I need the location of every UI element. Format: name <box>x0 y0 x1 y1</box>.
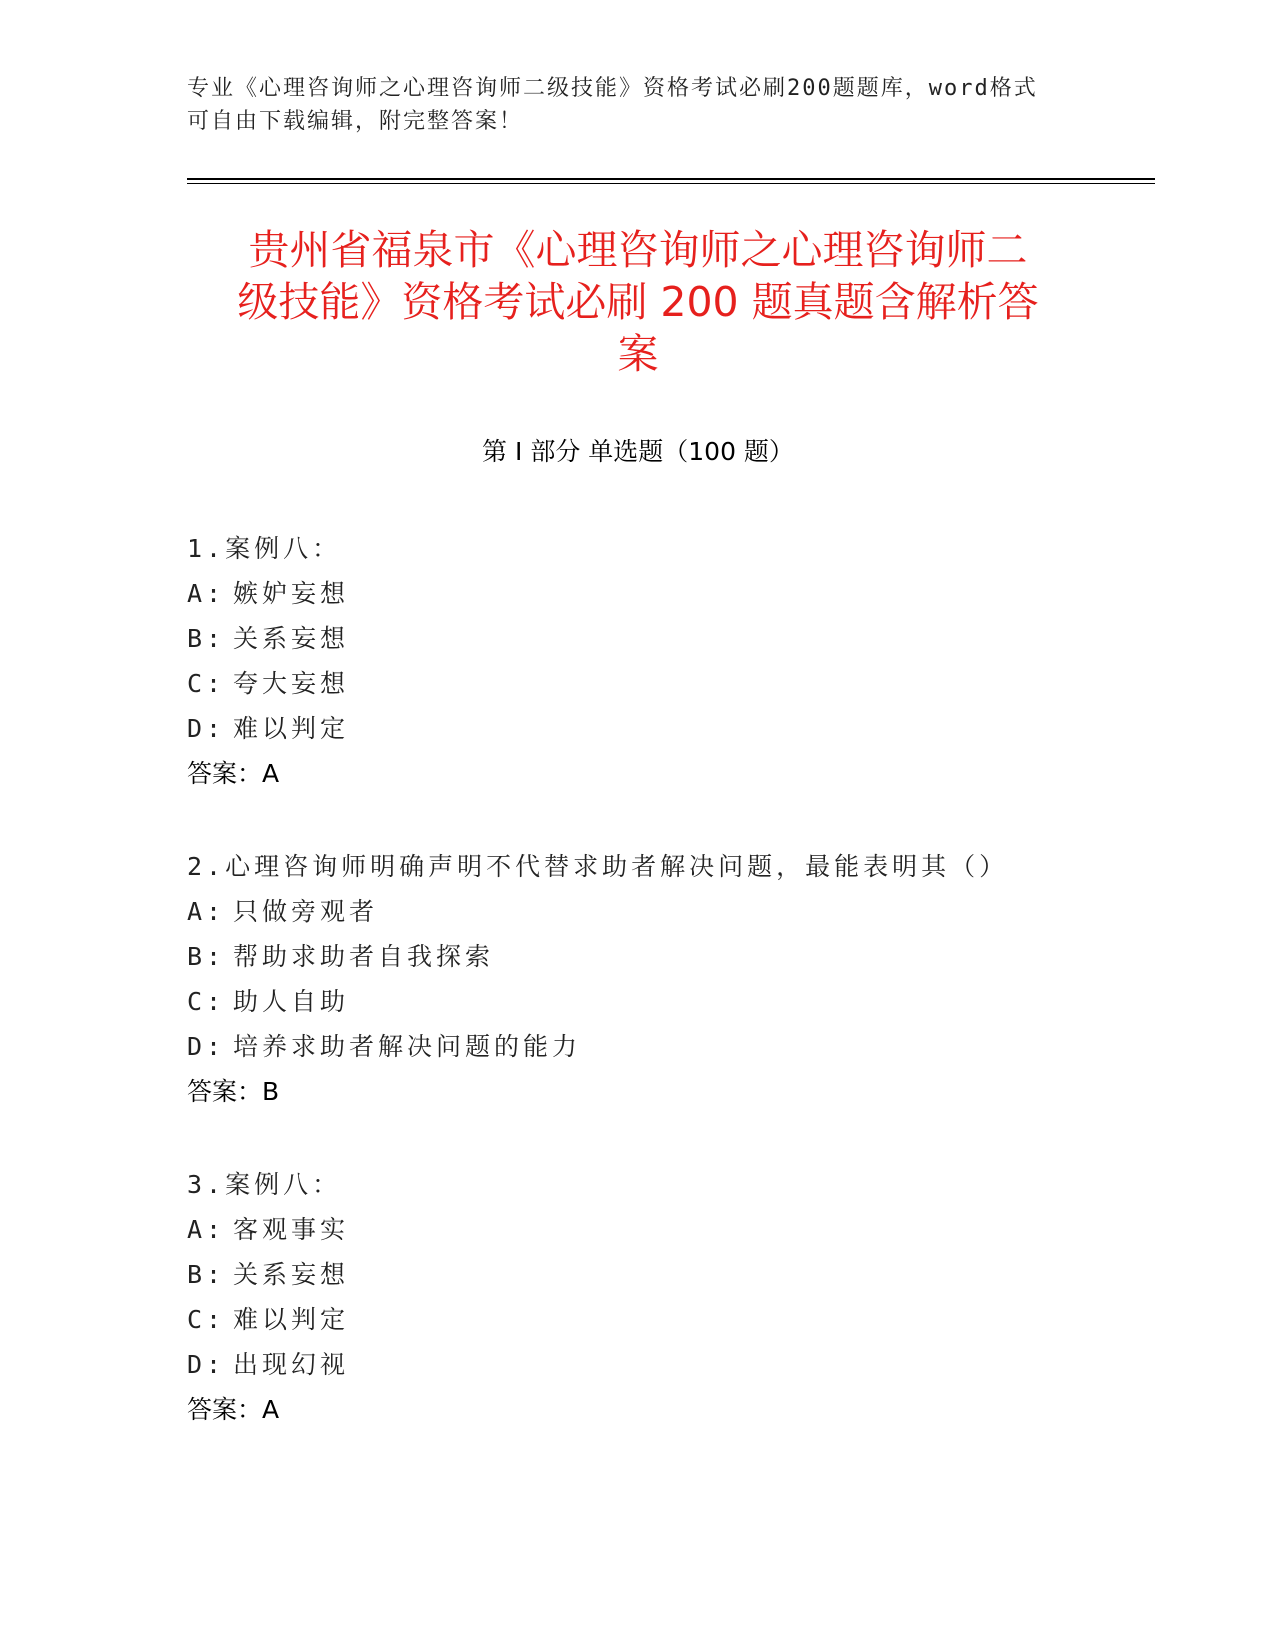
question-block <box>187 844 1107 1114</box>
option-letter: C: <box>187 987 226 1016</box>
option-text: 助人自助 <box>233 987 350 1016</box>
option-letter: B: <box>187 942 226 971</box>
question-stem: 3.案例八： <box>187 1170 342 1199</box>
header-note <box>187 72 1067 138</box>
question-stem: 1.案例八： <box>187 534 342 563</box>
option-b <box>187 934 1107 979</box>
option-a <box>187 571 1107 616</box>
option-text: 难以判定 <box>233 1305 350 1334</box>
answer-line: 答案：A <box>187 759 280 788</box>
option-text: 关系妄想 <box>233 1260 350 1289</box>
option-c <box>187 979 1107 1024</box>
option-text: 嫉妒妄想 <box>233 579 350 608</box>
option-letter: A: <box>187 897 226 926</box>
answer-line: 答案：B <box>187 1077 280 1106</box>
document-title <box>187 224 1089 380</box>
option-d <box>187 1342 1107 1387</box>
header-note-line: 可自由下载编辑，附完整答案！ <box>187 109 524 134</box>
question-stem: 2.心理咨询师明确声明不代替求助者解决问题，最能表明其（） <box>187 852 1009 881</box>
title-line: 级技能》资格考试必刷 200 题真题含解析答 <box>237 278 1039 326</box>
option-d <box>187 1024 1107 1069</box>
option-letter: D: <box>187 1032 226 1061</box>
option-b <box>187 616 1107 661</box>
option-text: 帮助求助者自我探索 <box>233 942 495 971</box>
option-d <box>187 706 1107 751</box>
option-letter: D: <box>187 1350 226 1379</box>
title-line: 案 <box>617 330 659 378</box>
header-divider-thin <box>187 183 1155 184</box>
header-note-line: 专业《心理咨询师之心理咨询师二级技能》资格考试必刷200题题库，word格式 <box>187 76 1038 101</box>
option-letter: C: <box>187 1305 226 1334</box>
option-letter: C: <box>187 669 226 698</box>
option-c <box>187 661 1107 706</box>
option-letter: B: <box>187 1260 226 1289</box>
option-text: 难以判定 <box>233 714 350 743</box>
option-letter: A: <box>187 1215 226 1244</box>
header-divider-thick <box>187 178 1155 180</box>
option-text: 客观事实 <box>233 1215 350 1244</box>
option-text: 培养求助者解决问题的能力 <box>233 1032 582 1061</box>
question-block <box>187 526 1107 796</box>
option-a <box>187 1207 1107 1252</box>
option-letter: D: <box>187 714 226 743</box>
answer-line: 答案：A <box>187 1395 280 1424</box>
question-block <box>187 1162 1107 1432</box>
option-text: 出现幻视 <box>233 1350 350 1379</box>
option-text: 关系妄想 <box>233 624 350 653</box>
option-text: 夸大妄想 <box>233 669 350 698</box>
option-letter: B: <box>187 624 226 653</box>
option-b <box>187 1252 1107 1297</box>
option-a <box>187 889 1107 934</box>
section-heading: 第 I 部分 单选题（100 题） <box>482 437 794 466</box>
option-letter: A: <box>187 579 226 608</box>
title-line: 贵州省福泉市《心理咨询师之心理咨询师二 <box>248 226 1028 274</box>
option-text: 只做旁观者 <box>233 897 379 926</box>
option-c <box>187 1297 1107 1342</box>
